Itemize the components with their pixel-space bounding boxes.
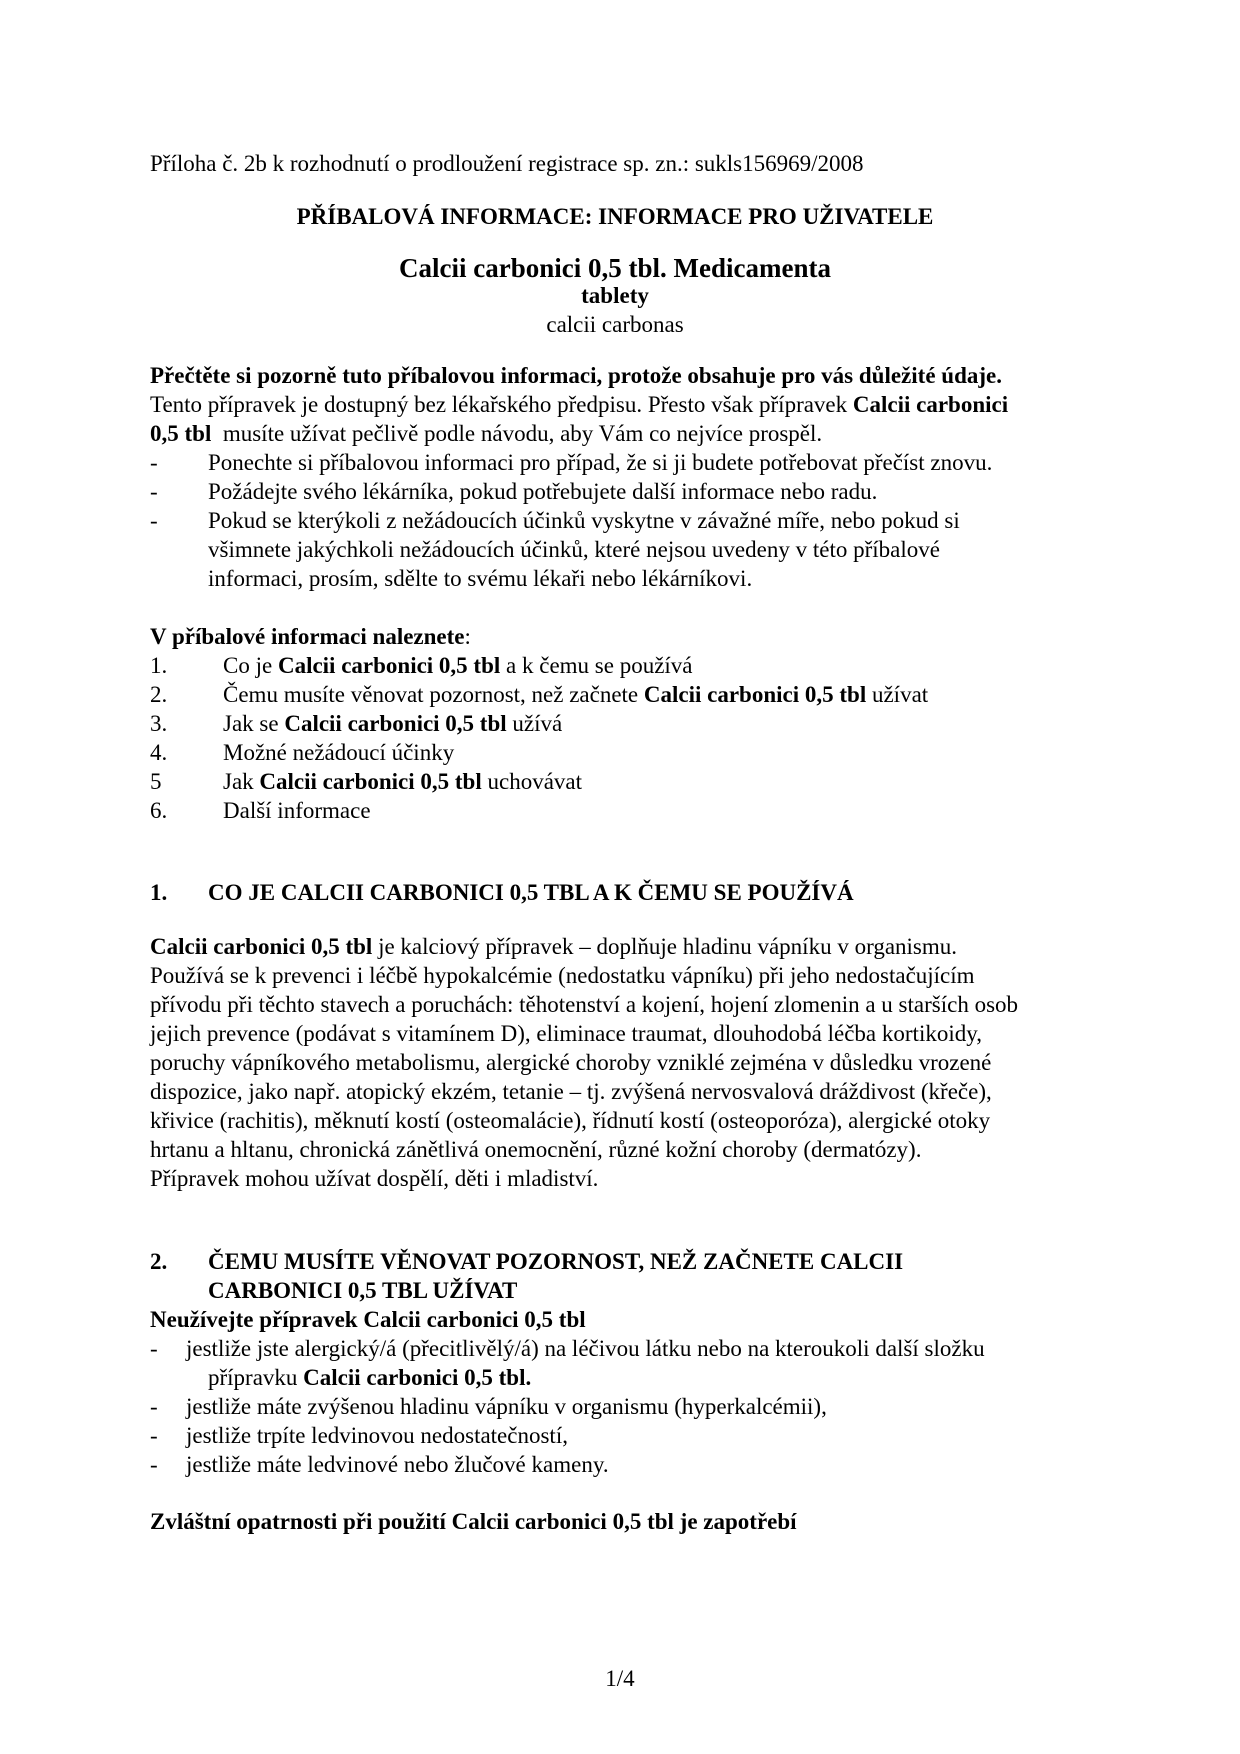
section-2 (150, 1247, 1100, 1536)
list-item: - Ponechte si příbalovou informaci pro případ, že si ji budete potřebovat přečíst znovu. (150, 450, 993, 475)
toc-item: 5 Jak Calcii carbonici 0,5 tbl uchovávat (150, 769, 583, 794)
intro-line-1: Tento přípravek je dostupný bez lékařského předpisu. Přesto však přípravek Calcii carbonici (150, 392, 1009, 417)
toc-item: 4. Možné nežádoucí účinky (150, 740, 455, 765)
toc-item: 3. Jak se Calcii carbonici 0,5 tbl užívá (150, 711, 563, 736)
section-1-line: Používá se k prevenci i léčbě hypokalcémie (nedostatku vápníku) při jeho nedostačujícím (150, 963, 975, 988)
registration-reference: Příloha č. 2b k rozhodnutí o prodloužení registrace sp. zn.: sukls156969/2008 (150, 151, 864, 176)
list-item: - jestliže jste alergický/á (přecitlivělý/á) na léčivou látku nebo na kteroukoli další složku přípravku Calcii carbonici 0,5 tbl. (150, 1336, 985, 1390)
section-1-heading: 1. CO JE CALCII CARBONICI 0,5 TBL A K ČEMU SE POUŽÍVÁ (150, 880, 854, 905)
list-item: - jestliže máte ledvinové nebo žlučové kameny. (150, 1452, 609, 1477)
section-2-heading: 2. ČEMU MUSÍTE VĚNOVAT POZORNOST, NEŽ ZAČNETE CALCII CARBONICI 0,5 TBL UŽÍVAT (150, 1249, 904, 1303)
list-item: - jestliže máte zvýšenou hladinu vápníku v organismu (hyperkalcémii), (150, 1394, 827, 1419)
drug-name: Calcii carbonici 0,5 tbl. Medicamenta (399, 253, 831, 283)
toc-item: 2. Čemu musíte věnovat pozornost, než začnete Calcii carbonici 0,5 tbl užívat (150, 682, 929, 707)
list-item: - Pokud se kterýkoli z nežádoucích účinků vyskytne v závažné míře, nebo pokud si všimnete jakýchkoli nežádoucích účinků, které nejsou uvedeny v této příbalové informaci, prosím, sdělte to svému lékaři nebo lékárníkovi. (150, 508, 960, 591)
section-1-line: přívodu při těchto stavech a poruchách: těhotenství a kojení, hojení zlomenin a u starších osob (150, 992, 1019, 1017)
contraindications-heading: Neužívejte přípravek Calcii carbonici 0,5 tbl (150, 1307, 586, 1332)
toc-item: 1. Co je Calcii carbonici 0,5 tbl a k čemu se používá (150, 653, 693, 678)
intro-warning: Přečtěte si pozorně tuto příbalovou informaci, protože obsahuje pro vás důležité údaje. (150, 363, 1002, 388)
intro-line-2: 0,5 tbl musíte užívat pečlivě podle návodu, aby Vám co nejvíce prospěl. (150, 421, 823, 446)
section-1-line: křivice (rachitis), měknutí kostí (osteomalácie), řídnutí kostí (osteoporóza), alergické otoky (150, 1108, 991, 1133)
active-substance: calcii carbonas (546, 312, 684, 337)
document-page (150, 149, 1100, 1536)
table-of-contents (150, 622, 1100, 825)
list-item: - Požádejte svého lékárníka, pokud potřebujete další informace nebo radu. (150, 479, 878, 504)
caution-heading: Zvláštní opatrnosti při použití Calcii carbonici 0,5 tbl je zapotřebí (150, 1509, 797, 1534)
section-1-line: dispozice, jako např. atopický ekzém, tetanie – tj. zvýšená nervosvalová dráždivost (křeče), (150, 1079, 992, 1104)
toc-heading: V příbalové informaci naleznete: (150, 624, 471, 649)
section-1-line: Calcii carbonici 0,5 tbl je kalciový přípravek – doplňuje hladinu vápníku v organismu. (150, 934, 958, 959)
section-1-line: hrtanu a hltanu, chronická zánětlivá onemocnění, různé kožní choroby (dermatózy). (150, 1137, 922, 1162)
list-item: - jestliže trpíte ledvinovou nedostatečností, (150, 1423, 568, 1448)
toc-item: 6. Další informace (150, 798, 371, 823)
page-number: 1/4 (605, 1666, 635, 1691)
section-1 (150, 878, 1100, 1193)
section-1-line: poruchy vápníkového metabolismu, alergické choroby vzniklé zejména v důsledku vrozené (150, 1050, 992, 1075)
section-1-line: jejich prevence (podávat s vitamínem D), eliminace traumat, dlouhodobá léčba kortikoidy, (150, 1021, 982, 1046)
document-title: PŘÍBALOVÁ INFORMACE: INFORMACE PRO UŽIVATELE (296, 204, 934, 229)
intro-section (150, 361, 1100, 593)
section-1-line: Přípravek mohou užívat dospělí, děti i mladiství. (150, 1166, 599, 1191)
dosage-form: tablety (581, 283, 649, 308)
